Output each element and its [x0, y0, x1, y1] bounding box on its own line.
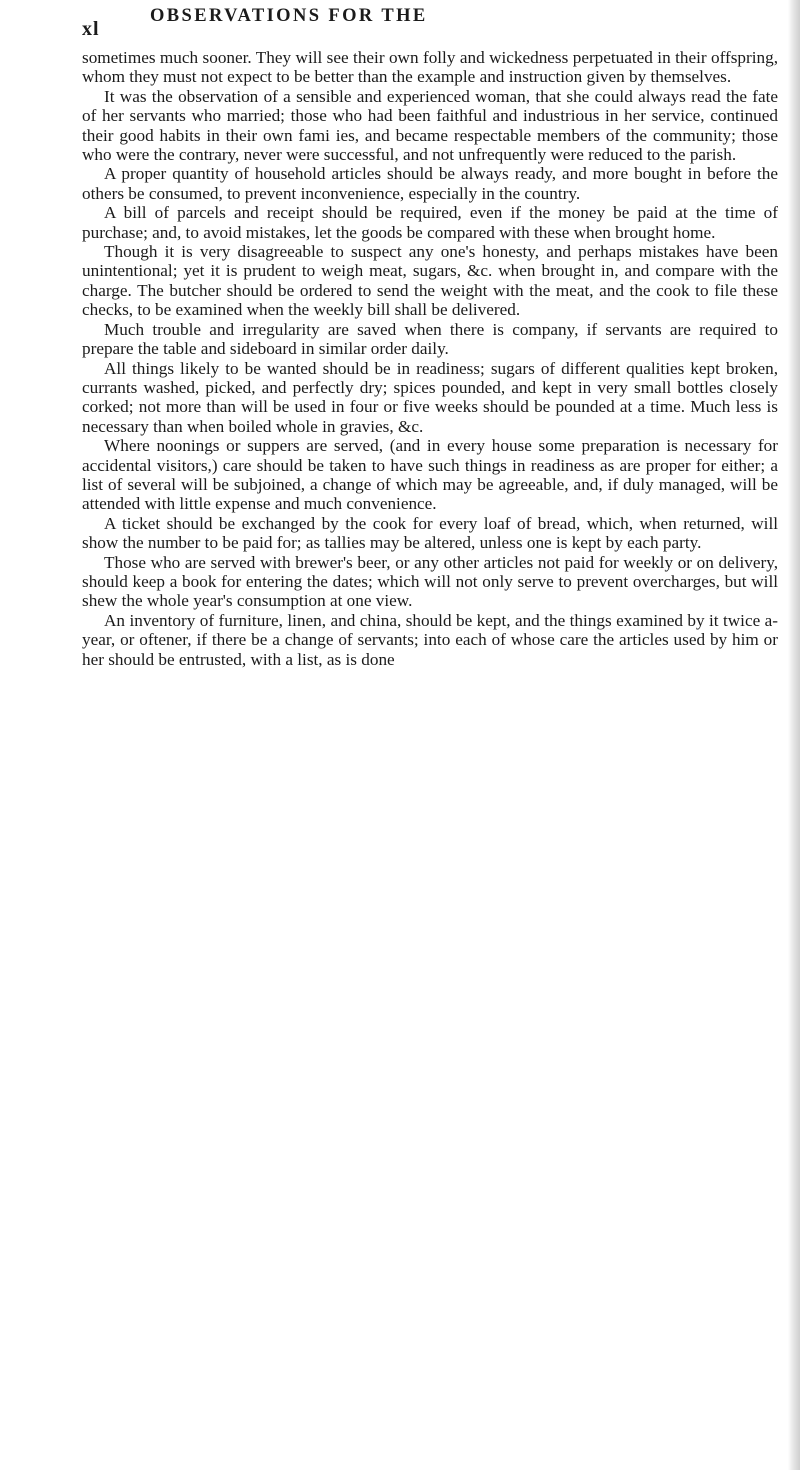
paragraph: Those who are served with brewer's beer, or any other articles not paid for weekly or on delivery, should keep a book for entering the dates; which will not only serve to prevent overcharges, but will shew the whole year's consumption at one view.: [82, 552, 778, 611]
paragraph: All things likely to be wanted should be in readiness; sugars of different qualities kept broken, currants washed, picked, and perfectly dry; spices pounded, and kept in very small bottles closely corked; not more than will be used in four or five weeks should be pounded at a time. Much less is necessary than when boiled whole in gravies, &c.: [82, 358, 778, 436]
page-edge-shadow: [788, 0, 800, 1470]
body-text: [82, 48, 778, 669]
paragraph: A bill of parcels and receipt should be required, even if the money be paid at the time of purchase; and, to avoid mistakes, let the goods be compared with these when brought home.: [82, 203, 778, 242]
page-number: xl: [82, 18, 100, 40]
paragraph: sometimes much sooner. They will see their own folly and wickedness perpetuated in their offspring, whom they must not expect to be better than the example and instruction given by themselves.: [82, 48, 778, 87]
paragraph: It was the observation of a sensible and experienced woman, that she could always read the fate of her servants who married; those who had been faithful and industrious in her service, continued their good habits in their own fami ies, and became respectable members of the community; those who were the contrary, never were successful, and not unfrequently were reduced to the parish.: [82, 86, 778, 165]
paragraph: Though it is very disagreeable to suspect any one's honesty, and perhaps mistakes have been unintentional; yet it is prudent to weigh meat, sugars, &c. when brought in, and compare with the charge. The butcher should be ordered to send the weight with the meat, and the cook to file these checks, to be examined when the weekly bill shall be delivered.: [82, 242, 778, 320]
running-head: [82, 4, 772, 38]
paragraph: Where noonings or suppers are served, (and in every house some preparation is necessary for accidental visitors,) care should be taken to have such things in readiness as are proper for either; a list of several will be subjoined, a change of which may be agreeable, and, if duly managed, will be attended with little expense and much convenience.: [82, 436, 778, 514]
paragraph: An inventory of furniture, linen, and china, should be kept, and the things examined by it twice a-year, or oftener, if there be a change of servants; into each of whose care the articles used by him or her should be entrusted, with a list, as is done: [82, 610, 778, 669]
running-title: OBSERVATIONS FOR THE: [150, 6, 428, 26]
paragraph: A proper quantity of household articles should be always ready, and more bought in before the others be consumed, to prevent inconvenience, especially in the country.: [82, 164, 778, 203]
paragraph: A ticket should be exchanged by the cook for every loaf of bread, which, when returned, will show the number to be paid for; as tallies may be altered, unless one is kept by each party.: [82, 513, 778, 553]
paragraph: Much trouble and irregularity are saved when there is company, if servants are required to prepare the table and sideboard in similar order daily.: [82, 319, 778, 359]
